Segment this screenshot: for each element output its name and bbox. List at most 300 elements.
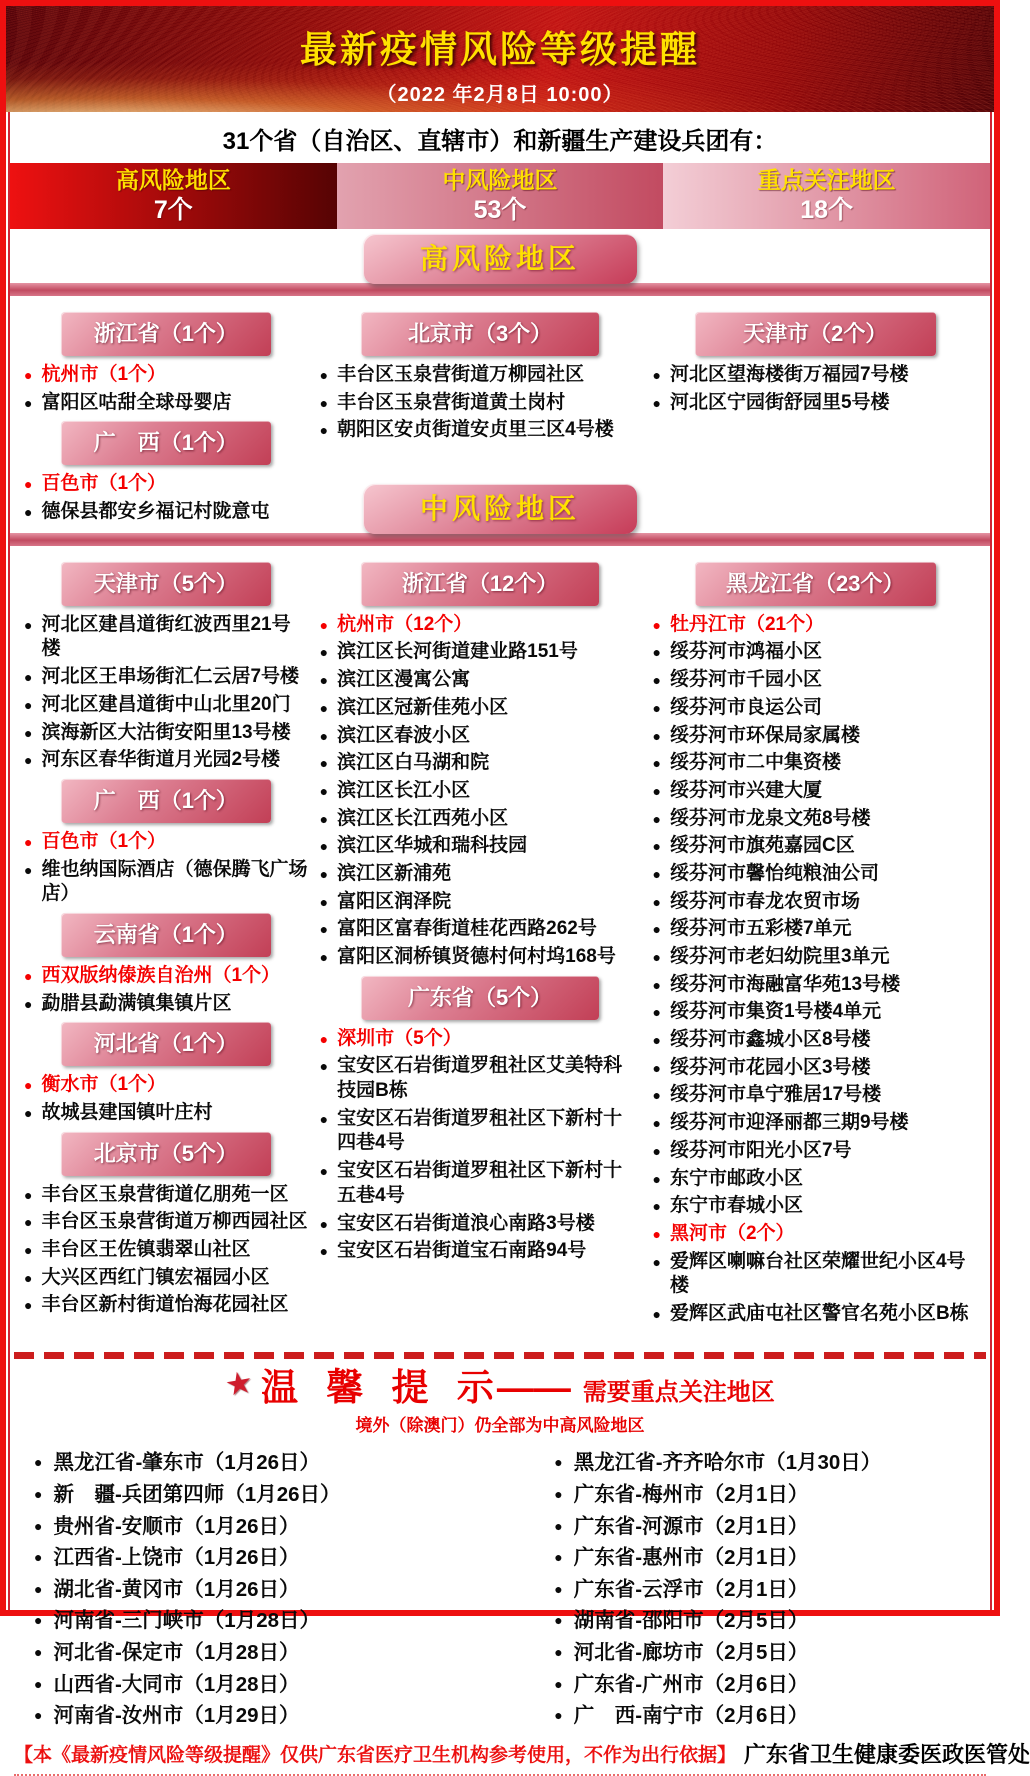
item-text: 山西省-大同市（1月28日） bbox=[53, 1672, 300, 1696]
bullet-icon: ● bbox=[652, 755, 661, 772]
item-text: 绥芬河市兴建大厦 bbox=[669, 779, 822, 801]
province-header: 浙江省（1个） bbox=[61, 312, 271, 356]
item-text: 绥芬河市迎泽丽都三期9号楼 bbox=[669, 1112, 909, 1134]
bullet-icon: ● bbox=[34, 1612, 43, 1629]
location-item bbox=[24, 665, 308, 690]
item-text: 富阳区洞桥镇贤德村何村坞168号 bbox=[337, 946, 616, 967]
item-text: 黑龙江省-齐齐哈尔市（1月30日） bbox=[573, 1451, 882, 1475]
province-header: 天津市（2个） bbox=[695, 312, 936, 356]
province-header: 天津市（5个） bbox=[61, 562, 271, 606]
location-item bbox=[24, 1266, 308, 1291]
bullet-icon: ● bbox=[34, 1517, 43, 1534]
item-text: 绥芬河市鑫城小区8号楼 bbox=[669, 1029, 871, 1051]
bullet-icon: ● bbox=[319, 755, 329, 772]
bullet-icon: ● bbox=[319, 394, 329, 411]
location-item bbox=[554, 1514, 980, 1540]
location-item bbox=[320, 391, 641, 416]
item-text: 绥芬河市花园小区3号楼 bbox=[669, 1056, 871, 1078]
item-text: 河南省-汝州市（1月29日） bbox=[53, 1704, 300, 1728]
location-item bbox=[24, 1293, 308, 1318]
bullet-icon: ● bbox=[652, 1305, 661, 1322]
province-header: 河北省（1个） bbox=[61, 1022, 271, 1066]
item-text: 绥芬河市阳光小区7号 bbox=[669, 1139, 852, 1161]
province-header: 北京市（5个） bbox=[61, 1132, 271, 1176]
location-item bbox=[653, 696, 979, 721]
risk-column bbox=[320, 306, 641, 448]
location-item bbox=[554, 1482, 980, 1508]
bullet-icon: ● bbox=[319, 422, 329, 439]
bullet-icon: ● bbox=[652, 838, 661, 855]
province-header: 北京市（3个） bbox=[361, 312, 598, 356]
location-list bbox=[320, 613, 641, 970]
location-item bbox=[653, 668, 979, 693]
bullet-icon: ● bbox=[24, 1214, 33, 1231]
item-text: 杭州市（1个） bbox=[41, 364, 167, 385]
item-text: 大兴区西红门镇宏福园小区 bbox=[41, 1266, 270, 1288]
item-text: 牡丹江市（21个） bbox=[669, 613, 825, 635]
location-item bbox=[34, 1672, 554, 1698]
location-item bbox=[24, 391, 308, 416]
category-label: 重点关注地区 bbox=[757, 167, 896, 194]
bullet-icon: ● bbox=[554, 1612, 563, 1629]
bullet-icon: ● bbox=[319, 644, 329, 661]
medium-risk-band bbox=[10, 484, 990, 548]
city-item bbox=[320, 1027, 641, 1052]
location-item bbox=[653, 751, 979, 776]
location-list bbox=[653, 363, 979, 415]
bullet-icon: ● bbox=[34, 1675, 43, 1692]
location-item bbox=[653, 640, 979, 665]
bullet-icon: ● bbox=[319, 810, 329, 827]
location-item bbox=[320, 363, 641, 388]
high-risk-banner: 高风险地区 bbox=[363, 234, 637, 284]
location-list bbox=[653, 613, 979, 1327]
location-item bbox=[320, 1239, 641, 1264]
location-item bbox=[320, 807, 641, 832]
bullet-icon: ● bbox=[319, 1163, 329, 1180]
location-item bbox=[653, 391, 979, 416]
location-item bbox=[34, 1577, 554, 1603]
location-item bbox=[320, 890, 641, 915]
category-high-risk bbox=[10, 163, 337, 229]
bullet-icon: ● bbox=[34, 1580, 43, 1597]
location-list bbox=[24, 1073, 308, 1125]
location-item bbox=[320, 1159, 641, 1208]
location-item bbox=[653, 1139, 979, 1164]
item-text: 德保县都安乡福记村陇意屯 bbox=[41, 501, 270, 523]
item-text: 新 疆-兵团第四师（1月26日） bbox=[53, 1482, 341, 1506]
item-text: 绥芬河市千园小区 bbox=[669, 669, 822, 691]
focus-area-lists bbox=[10, 1436, 990, 1735]
location-list bbox=[24, 964, 308, 1016]
item-text: 绥芬河市旗苑嘉园C区 bbox=[669, 835, 855, 857]
location-item bbox=[24, 693, 308, 718]
focus-list-left bbox=[34, 1444, 554, 1735]
location-item bbox=[320, 418, 641, 443]
location-item bbox=[554, 1703, 980, 1729]
item-text: 爱辉区喇嘛台社区荣耀世纪小区4号楼 bbox=[669, 1250, 966, 1297]
location-item bbox=[34, 1482, 554, 1508]
bullet-icon: ● bbox=[319, 727, 329, 744]
location-item bbox=[653, 973, 979, 998]
item-text: 滨江区华城和瑞科技园 bbox=[337, 835, 528, 857]
bullet-icon: ● bbox=[319, 367, 329, 383]
bullet-icon: ● bbox=[24, 1242, 33, 1259]
content-frame bbox=[8, 112, 1030, 1767]
bullet-icon: ● bbox=[24, 1297, 33, 1314]
location-item bbox=[34, 1514, 554, 1540]
item-text: 广东省-河源市（2月1日） bbox=[573, 1514, 809, 1538]
bullet-icon: ● bbox=[652, 616, 661, 633]
item-text: 江西省-上饶市（1月26日） bbox=[53, 1546, 300, 1570]
location-item bbox=[320, 696, 641, 721]
dashed-separator bbox=[14, 1352, 986, 1359]
location-item bbox=[320, 945, 641, 970]
location-item bbox=[653, 890, 979, 915]
item-text: 绥芬河市良运公司 bbox=[669, 696, 822, 718]
item-text: 维也纳国际酒店（德保腾飞广场店） bbox=[41, 858, 308, 905]
category-label: 中风险地区 bbox=[442, 167, 558, 194]
star-icon: ★ bbox=[222, 1363, 256, 1403]
bullet-icon: ● bbox=[319, 921, 329, 938]
bullet-icon: ● bbox=[34, 1707, 43, 1724]
bullet-icon: ● bbox=[319, 838, 329, 855]
location-item bbox=[24, 992, 308, 1017]
notice-dash: —— bbox=[496, 1366, 571, 1408]
item-text: 广东省-惠州市（2月1日） bbox=[573, 1546, 809, 1570]
bullet-icon: ● bbox=[554, 1675, 563, 1692]
item-text: 百色市（1个） bbox=[41, 473, 167, 495]
item-text: 宝安区石岩街道罗租社区下新村十四巷4号 bbox=[337, 1107, 623, 1154]
bullet-icon: ● bbox=[319, 1243, 329, 1260]
item-text: 广东省-云浮市（2月1日） bbox=[573, 1577, 809, 1601]
bullet-icon: ● bbox=[24, 616, 33, 633]
category-count: 53个 bbox=[473, 195, 527, 224]
item-text: 朝阳区安贞街道安贞里三区4号楼 bbox=[337, 419, 614, 441]
bullet-icon: ● bbox=[24, 1269, 33, 1286]
item-text: 东宁市春城小区 bbox=[669, 1195, 803, 1217]
location-item bbox=[320, 640, 641, 665]
bullet-icon: ● bbox=[24, 995, 33, 1012]
bullet-icon: ● bbox=[24, 504, 33, 521]
bullet-icon: ● bbox=[554, 1707, 563, 1724]
item-text: 绥芬河市海融富华苑13号楼 bbox=[669, 973, 901, 995]
item-text: 湖南省-邵阳市（2月5日） bbox=[573, 1609, 809, 1633]
notice-title-row bbox=[10, 1363, 990, 1409]
item-text: 绥芬河市二中集资楼 bbox=[669, 752, 841, 774]
bullet-icon: ● bbox=[319, 1215, 329, 1232]
item-text: 宝安区石岩街道浪心南路3号楼 bbox=[337, 1212, 595, 1234]
location-item bbox=[554, 1577, 980, 1603]
bullet-icon: ● bbox=[319, 1110, 329, 1127]
item-text: 绥芬河市集资1号楼4单元 bbox=[669, 1001, 882, 1023]
province-header: 广 西（1个） bbox=[61, 779, 271, 823]
bullet-icon: ● bbox=[24, 724, 33, 741]
medium-risk-banner: 中风险地区 bbox=[363, 484, 637, 534]
bullet-icon: ● bbox=[34, 1644, 43, 1661]
location-item bbox=[34, 1450, 554, 1476]
bullet-icon: ● bbox=[24, 833, 33, 850]
location-item bbox=[653, 945, 979, 970]
category-count: 18个 bbox=[800, 195, 854, 224]
item-text: 丰台区玉泉营街道万柳园社区 bbox=[337, 364, 585, 385]
item-text: 滨江区漫寓公寓 bbox=[337, 669, 471, 691]
notice-title-suffix: 需要重点关注地区 bbox=[582, 1378, 775, 1406]
bullet-icon: ● bbox=[319, 616, 329, 633]
location-item bbox=[554, 1450, 980, 1476]
item-text: 故城县建国镇叶庄村 bbox=[41, 1102, 213, 1123]
location-list bbox=[24, 363, 308, 415]
bullet-icon: ● bbox=[24, 394, 33, 411]
location-item bbox=[653, 807, 979, 832]
item-text: 广东省-广州市（2月6日） bbox=[573, 1672, 809, 1696]
bullet-icon: ● bbox=[652, 949, 661, 965]
bullet-icon: ● bbox=[652, 1087, 661, 1104]
bullet-icon: ● bbox=[652, 1225, 661, 1242]
item-text: 滨江区白马湖和院 bbox=[337, 752, 490, 774]
item-text: 杭州市（12个） bbox=[337, 613, 473, 635]
item-text: 绥芬河市龙泉文苑8号楼 bbox=[669, 807, 871, 829]
city-item bbox=[24, 1073, 308, 1098]
location-item bbox=[653, 1056, 979, 1081]
location-item bbox=[653, 724, 979, 749]
item-text: 广 西-南宁市（2月6日） bbox=[573, 1704, 809, 1728]
item-text: 河东区春华街道月光园2号楼 bbox=[41, 749, 281, 771]
location-item bbox=[653, 1250, 979, 1299]
category-medium-risk bbox=[337, 163, 664, 229]
item-text: 滨江区长江西苑小区 bbox=[337, 807, 509, 829]
city-item bbox=[653, 1222, 979, 1247]
location-item bbox=[320, 1212, 641, 1237]
bullet-icon: ● bbox=[319, 1058, 329, 1075]
bullet-icon: ● bbox=[554, 1644, 563, 1661]
location-list bbox=[24, 613, 308, 773]
category-label: 高风险地区 bbox=[115, 167, 231, 194]
item-text: 爱辉区武庙屯社区警官名苑小区B栋 bbox=[669, 1302, 969, 1324]
city-item bbox=[320, 613, 641, 638]
bullet-icon: ● bbox=[652, 394, 661, 411]
item-text: 绥芬河市鸿福小区 bbox=[669, 641, 822, 663]
bullet-icon: ● bbox=[652, 865, 661, 882]
location-item bbox=[34, 1608, 554, 1634]
bullet-icon: ● bbox=[652, 1115, 661, 1132]
location-item bbox=[34, 1545, 554, 1571]
location-item bbox=[554, 1608, 980, 1634]
location-item bbox=[653, 1167, 979, 1192]
item-text: 河北区宁园街舒园里5号楼 bbox=[669, 391, 890, 413]
bullet-icon: ● bbox=[652, 672, 661, 689]
footer-department: 广东省卫生健康委医政医管处 bbox=[744, 1741, 1030, 1767]
bullet-icon: ● bbox=[34, 1454, 43, 1471]
category-key-focus bbox=[663, 163, 990, 229]
medium-risk-columns bbox=[10, 548, 990, 1342]
location-item bbox=[653, 1028, 979, 1053]
city-item bbox=[24, 830, 308, 855]
item-text: 绥芬河市阜宁雅居17号楼 bbox=[669, 1084, 882, 1106]
bullet-icon: ● bbox=[652, 921, 661, 938]
location-item bbox=[24, 1101, 308, 1126]
item-text: 丰台区玉泉营街道黄土岗村 bbox=[337, 391, 566, 413]
location-item bbox=[320, 834, 641, 859]
footer-disclaimer: 【本《最新疫情风险等级提醒》仅供广东省医疗卫生机构参考使用，不作为出行依据】 bbox=[14, 1744, 737, 1766]
item-text: 河北省-保定市（1月28日） bbox=[53, 1641, 300, 1665]
location-item bbox=[24, 613, 308, 662]
notice-subtitle: 境外（除澳门）仍全部为中高风险地区 bbox=[355, 1416, 645, 1436]
item-text: 深圳市（5个） bbox=[337, 1027, 462, 1049]
item-text: 丰台区新村街道怡海花园社区 bbox=[41, 1294, 289, 1316]
item-text: 宝安区石岩街道罗租社区艾美特科技园B栋 bbox=[337, 1055, 623, 1102]
bullet-icon: ● bbox=[24, 967, 33, 984]
bullet-icon: ● bbox=[24, 669, 33, 686]
city-item bbox=[24, 964, 308, 989]
bullet-icon: ● bbox=[652, 367, 661, 383]
bullet-icon: ● bbox=[34, 1485, 43, 1502]
bullet-icon: ● bbox=[319, 865, 329, 882]
bullet-icon: ● bbox=[652, 1170, 661, 1187]
item-text: 绥芬河市馨怡纯粮油公司 bbox=[669, 862, 879, 884]
item-text: 河北区建昌道街红波西里21号楼 bbox=[41, 613, 291, 660]
bullet-icon: ● bbox=[652, 782, 661, 799]
high-risk-band bbox=[10, 234, 990, 298]
risk-column bbox=[320, 556, 641, 1269]
bullet-icon: ● bbox=[24, 476, 33, 493]
location-item bbox=[653, 363, 979, 388]
location-item bbox=[653, 862, 979, 887]
bullet-icon: ● bbox=[652, 1004, 661, 1021]
bullet-icon: ● bbox=[319, 1030, 329, 1047]
location-list bbox=[24, 830, 308, 907]
bullet-icon: ● bbox=[319, 782, 329, 799]
bullet-icon: ● bbox=[652, 727, 661, 744]
item-text: 滨江区冠新佳苑小区 bbox=[337, 696, 509, 718]
bullet-icon: ● bbox=[652, 1253, 661, 1270]
location-item bbox=[653, 1111, 979, 1136]
bullet-icon: ● bbox=[554, 1549, 563, 1566]
location-item bbox=[653, 1000, 979, 1025]
location-list bbox=[24, 1183, 308, 1318]
item-text: 贵州省-安顺市（1月26日） bbox=[53, 1514, 300, 1538]
city-item bbox=[24, 363, 308, 388]
location-item bbox=[554, 1672, 980, 1698]
item-text: 宝安区石岩街道宝石南路94号 bbox=[337, 1240, 587, 1262]
province-header: 云南省（1个） bbox=[61, 913, 271, 957]
bullet-icon: ● bbox=[652, 893, 661, 910]
location-item bbox=[34, 1703, 554, 1729]
item-text: 黑龙江省-肇东市（1月26日） bbox=[53, 1451, 320, 1475]
bullet-icon: ● bbox=[652, 810, 661, 827]
location-item bbox=[24, 721, 308, 746]
item-text: 百色市（1个） bbox=[41, 830, 167, 852]
bullet-icon: ● bbox=[554, 1454, 563, 1471]
item-text: 西双版纳傣族自治州（1个） bbox=[41, 964, 281, 986]
bullet-icon: ● bbox=[554, 1580, 563, 1597]
bullet-icon: ● bbox=[319, 949, 329, 965]
city-item bbox=[653, 613, 979, 638]
item-text: 河南省-三门峡市（1月28日） bbox=[53, 1609, 320, 1633]
poster-footer bbox=[10, 1735, 1030, 1769]
item-text: 丰台区王佐镇翡翠山社区 bbox=[41, 1239, 251, 1261]
risk-column bbox=[653, 306, 979, 420]
province-header: 黑龙江省（23个） bbox=[695, 562, 936, 606]
subtitle-line: 31个省（自治区、直辖市）和新疆生产建设兵团有： bbox=[222, 128, 778, 155]
location-item bbox=[34, 1640, 554, 1666]
bullet-icon: ● bbox=[652, 1059, 661, 1076]
item-text: 滨江区长江小区 bbox=[337, 779, 471, 801]
province-header: 浙江省（12个） bbox=[361, 562, 598, 606]
item-text: 绥芬河市春龙农贸市场 bbox=[669, 890, 860, 912]
item-text: 富阳区富春街道桂花西路262号 bbox=[337, 918, 597, 940]
bullet-icon: ● bbox=[652, 1142, 661, 1159]
bullet-icon: ● bbox=[319, 672, 329, 689]
item-text: 绥芬河市环保局家属楼 bbox=[669, 724, 860, 746]
item-text: 滨江区新浦苑 bbox=[337, 862, 452, 884]
bullet-icon: ● bbox=[652, 699, 661, 716]
province-header: 广 西（1个） bbox=[61, 421, 271, 465]
category-count: 7个 bbox=[153, 195, 193, 224]
bullet-icon: ● bbox=[24, 1077, 33, 1094]
item-text: 湖北省-黄冈市（1月26日） bbox=[53, 1577, 300, 1601]
item-text: 广东省-梅州市（2月1日） bbox=[573, 1482, 809, 1506]
bullet-icon: ● bbox=[24, 861, 33, 878]
location-item bbox=[554, 1545, 980, 1571]
item-text: 丰台区玉泉营街道万柳西园社区 bbox=[41, 1211, 308, 1233]
poster-header bbox=[6, 6, 994, 112]
location-item bbox=[24, 858, 308, 907]
bullet-icon: ● bbox=[24, 367, 33, 383]
location-item bbox=[554, 1640, 980, 1666]
location-list bbox=[320, 1027, 641, 1264]
location-item bbox=[653, 1083, 979, 1108]
bullet-icon: ● bbox=[34, 1549, 43, 1566]
province-header: 广东省（5个） bbox=[361, 976, 598, 1020]
item-text: 丰台区玉泉营街道亿朋苑一区 bbox=[41, 1183, 289, 1205]
bullet-icon: ● bbox=[652, 1032, 661, 1049]
location-item bbox=[320, 917, 641, 942]
bullet-icon: ● bbox=[24, 696, 33, 713]
item-text: 滨江区春波小区 bbox=[337, 724, 471, 746]
item-text: 富阳区润泽院 bbox=[337, 890, 452, 912]
location-item bbox=[320, 1054, 641, 1103]
bullet-icon: ● bbox=[554, 1517, 563, 1534]
item-text: 河北区望海楼街万福园7号楼 bbox=[669, 364, 909, 385]
location-item bbox=[653, 779, 979, 804]
bullet-icon: ● bbox=[652, 644, 661, 661]
location-item bbox=[653, 1194, 979, 1219]
item-text: 绥芬河市五彩楼7单元 bbox=[669, 918, 852, 940]
item-text: 滨海新区大沽街安阳里13号楼 bbox=[41, 721, 291, 743]
bullet-icon: ● bbox=[24, 1105, 33, 1121]
location-item bbox=[653, 917, 979, 942]
location-item bbox=[320, 862, 641, 887]
bullet-icon: ● bbox=[24, 752, 33, 769]
bullet-icon: ● bbox=[652, 976, 661, 993]
item-text: 富阳区咕甜全球母婴店 bbox=[41, 391, 232, 413]
item-text: 衡水市（1个） bbox=[41, 1074, 167, 1096]
location-item bbox=[653, 1302, 979, 1327]
item-text: 滨江区长河街道建业路151号 bbox=[337, 641, 578, 663]
notice-title: 温 馨 提 示 bbox=[260, 1366, 503, 1408]
item-text: 宝安区石岩街道罗租社区下新村十五巷4号 bbox=[337, 1160, 623, 1206]
location-item bbox=[653, 834, 979, 859]
category-strip bbox=[10, 163, 990, 229]
bullet-icon: ● bbox=[652, 1198, 661, 1215]
page-title: 最新疫情风险等级提醒 bbox=[300, 29, 700, 70]
bullet-icon: ● bbox=[24, 1186, 33, 1203]
item-text: 河北省-廊坊市（2月5日） bbox=[573, 1641, 809, 1665]
location-item bbox=[320, 751, 641, 776]
bullet-icon: ● bbox=[319, 699, 329, 716]
item-text: 绥芬河市老妇幼院里3单元 bbox=[669, 946, 890, 967]
